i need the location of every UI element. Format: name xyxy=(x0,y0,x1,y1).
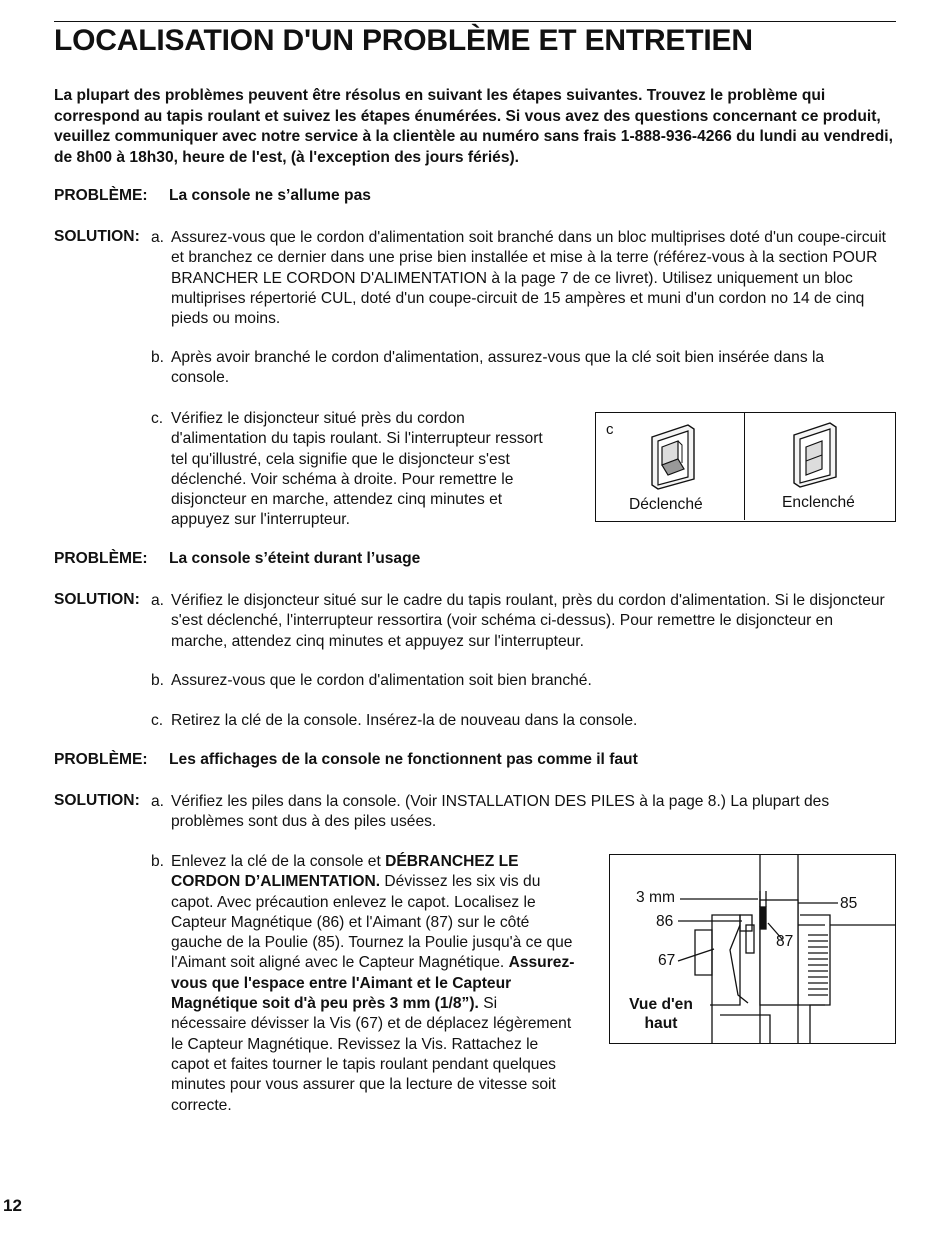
problem-label: PROBLÈME: xyxy=(54,187,148,204)
item-letter: c. xyxy=(151,712,164,729)
item-text: Retirez la clé de la console. Insérez-la de nouveau dans la console. xyxy=(171,712,638,729)
circuit-breaker-figure xyxy=(595,412,896,522)
item-letter: b. xyxy=(151,853,165,870)
item-letter: a. xyxy=(151,229,165,246)
problem-title: La console s’éteint durant l’usage xyxy=(169,550,421,567)
item-text: Assurez-vous que le cordon d'alimentation soit branché dans un bloc multiprises doté d'un coupe-circuit et branchez ce dernier dans une prise bien installée et mise à la terre (référez-vous à la section POUR BRANCHER LE CORDON D'ALIMENTATION à la page 7 de ce livret). Utilisez uniquement un bloc multiprises répertorié CUL, doté d'un coupe-circuit de 15 ampères et muni d'un cordon no 14 de cinq pieds ou moins. xyxy=(171,229,886,328)
item-text-tail: Si nécessaire dévisser la Vis (67) et de déplacez légèrement le Capteur Magnétique. Revissez la Vis. Rattachez le capot et faites tourner le tapis roulant pendant quelques minutes pour vous assurer que la lecture de vitesse soit correcte. xyxy=(171,995,572,1114)
intro-paragraph: La plupart des problèmes peuvent être résolus en suivant les étapes suivantes. Trouvez le problème qui correspond au tapis roulant et suivez les étapes énumérées. Si vous avez des questions concernant ce produit, veuillez communiquer avec notre service à la clientèle au numéro sans frais 1-888-936-4266 du lundi au vendredi, de 8h00 à 18h30, heure de l'est, (à l'exception des jours fériés). xyxy=(54,87,893,166)
problem-title: Les affichages de la console ne fonctionnent pas comme il faut xyxy=(169,751,638,768)
sensor-number: 86 xyxy=(656,913,674,930)
solution-label: SOLUTION: xyxy=(54,591,140,608)
item-text: Après avoir branché le cordon d'alimentation, assurez-vous que la clé soit bien insérée dans la console. xyxy=(171,349,825,387)
problem-title: La console ne s’allume pas xyxy=(169,187,371,204)
item-letter: a. xyxy=(151,592,165,609)
bold-warning: DÉBRANCHEZ LE CORDON D’ALIMENTATION. xyxy=(171,853,519,891)
title-rule xyxy=(54,21,896,22)
magnet-number: 87 xyxy=(776,933,794,950)
page-number: 12 xyxy=(3,1196,22,1215)
item-text: Vérifiez le disjoncteur situé sur le cadre du tapis roulant, près du cordon d'alimentation. Si le disjoncteur s'est déclenché, l'interrupteur ressortira (voir schéma ci-dessus). Pour remettre le disjoncteur en marche, attendez cinq minutes et appuyez sur l'interrupteur. xyxy=(171,592,885,650)
reset-switch-icon xyxy=(786,417,846,489)
solution-label: SOLUTION: xyxy=(54,228,140,245)
figure-divider xyxy=(744,413,745,520)
item-letter: b. xyxy=(151,349,165,366)
item-text: Enlevez la clé de la console et DÉBRANCHEZ LE CORDON D’ALIMENTATION. Dévissez les six vis du capot. Avec précaution enlevez le capot. Localisez le Capteur Magnétique (86) et l'Aimant (87) sur le côté gauche de la Poulie (85). Tournez la Poulie jusqu'à ce que l'Aimant soit aligné avec le Capteur Magnétique. Assurez-vous que l'espace entre l'Aimant et le Capteur Magnétique soit d'à peu près 3 mm (1/8”). Si nécessaire dévisser la Vis (67) et de déplacez légèrement le Capteur Magnétique. Revissez la Vis. Rattachez le capot et faites tourner le tapis roulant pendant quelques minutes pour vous assurer que la lecture de vitesse soit correcte. xyxy=(171,853,575,1114)
bold-gap-note: Assurez-vous que l'espace entre l'Aimant et le Capteur Magnétique soit d'à peu près 3 mm (1/8”). xyxy=(171,954,575,1013)
figure-label: c xyxy=(606,421,614,438)
tripped-label: Déclenché xyxy=(629,496,703,513)
pulley-number: 85 xyxy=(840,895,858,912)
speed-sensor-figure xyxy=(609,854,896,1044)
item-text: Vérifiez les piles dans la console. (Voir INSTALLATION DES PILES à la page 8.) La plupart des problèmes sont dus à des piles usées. xyxy=(171,793,830,831)
gap-label: 3 mm xyxy=(636,889,675,906)
page-title: LOCALISATION D'UN PROBLÈME ET ENTRETIEN xyxy=(54,24,753,57)
reset-label: Enclenché xyxy=(782,494,855,511)
problem-label: PROBLÈME: xyxy=(54,751,148,768)
item-letter: a. xyxy=(151,793,165,810)
solution-label: SOLUTION: xyxy=(54,792,140,809)
problem-3-heading xyxy=(54,751,638,769)
problem-2-heading xyxy=(54,550,420,568)
problem-1-heading xyxy=(54,187,371,205)
item-text: Vérifiez le disjoncteur situé près du cordon d'alimentation du tapis roulant. Si l'interrupteur ressort tel qu'illustré, cela signifie que le disjoncteur s'est déclenché. Voir schéma à droite. Pour remettre le disjoncteur en marche, attendez cinq minutes et appuyez sur l'interrupteur. xyxy=(171,410,543,529)
item-letter: b. xyxy=(151,672,165,689)
problem-label: PROBLÈME: xyxy=(54,550,148,567)
tripped-switch-icon xyxy=(644,419,704,491)
screw-number: 67 xyxy=(658,952,676,969)
item-letter: c. xyxy=(151,410,164,427)
item-text: Assurez-vous que le cordon d'alimentation soit bien branché. xyxy=(171,672,592,689)
view-label: Vue d'en haut xyxy=(629,996,693,1032)
